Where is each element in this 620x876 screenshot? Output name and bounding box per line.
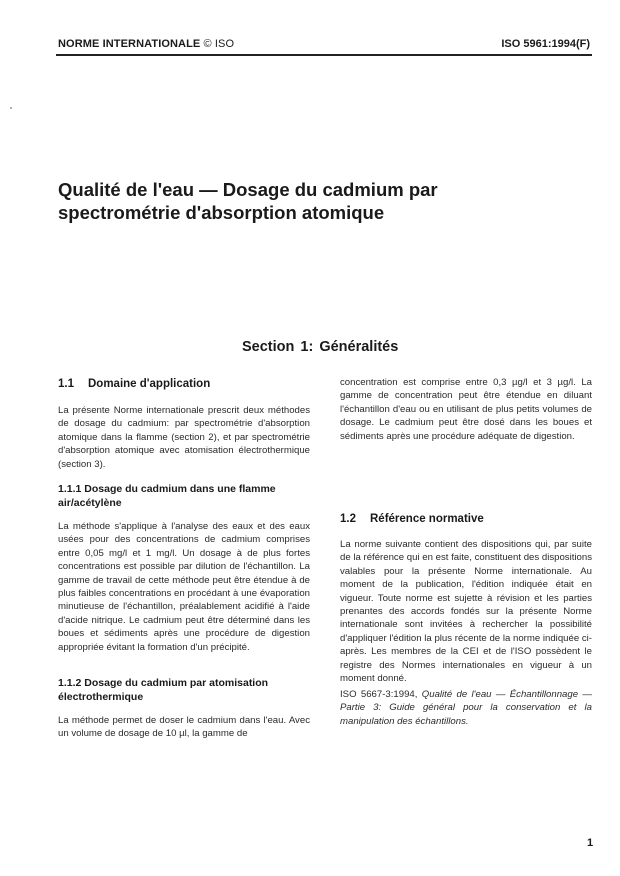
subsection-1-1-number: 1.1 [58, 378, 74, 390]
subsection-1-1-1-heading: 1.1.1 Dosage du cadmium dans une flamme air/acétylène [58, 483, 276, 509]
subsection-1-2-paragraph: La norme suivante contient des dispositions qui, par suite de la référence qui en est faite, constituent des dispositions valables pour la présente Norme internationale. Au moment de la publication, l'édition indiquée était en vigueur. Toute norme est sujette à révision et les parties prenantes des accords fondés sur la présente Norme internationale sont invitées à rechercher la possibilité d'appliquer l'édition la plus récente de la norme indiquée ci-après. Les membres de la CEI et de l'ISO possèdent le registre des Normes internationales en vigueur à un moment donné. [340, 539, 592, 685]
section-heading: Section 1: Généralités [242, 339, 399, 355]
standard-reference: ISO 5961:1994(F) [501, 38, 590, 50]
subsection-1-1-heading [58, 378, 310, 390]
document-title-line-1: Qualité de l'eau — Dosage du cadmium par [58, 179, 438, 200]
subsection-1-2-title: Référence normative [370, 513, 484, 525]
standard-type-label: NORME INTERNATIONALE [58, 38, 201, 50]
standard-type-header [58, 38, 234, 50]
subsection-1-1-2-heading: 1.1.2 Dosage du cadmium par atomisation électrothermique [58, 677, 269, 703]
page-number: 1 [587, 837, 594, 849]
scan-speck [10, 107, 12, 109]
subsection-1-1-title: Domaine d'application [88, 378, 211, 390]
subsection-1-2-heading [340, 513, 592, 525]
subsection-1-1-paragraph: La présente Norme internationale prescrit deux méthodes de dosage du cadmium: par spectrométrie d'absorption atomique dans la flamme (section 2), et par spectrométrie d'absorption atomique avec atomisation électrothermique (section 3). [58, 405, 310, 470]
reference-title: Qualité de l'eau — Échantillonnage — Partie 3: Guide général pour la conservation et la manipulation des échantillons. [340, 689, 592, 727]
header-divider [56, 54, 592, 56]
document-title-line-2: spectrométrie d'absorption atomique [58, 202, 385, 223]
normative-reference-entry [340, 688, 592, 728]
continuation-paragraph: concentration est comprise entre 0,3 µg/l et 3 µg/l. La gamme de concentration peut être étendue en diluant l'échantillon d'eau ou en utilisant de plus petits volumes de dosage. Le cadmium peut être dosé dans les boues et sédiments après une procédure adéquate de digestion. [340, 377, 592, 442]
reference-number: ISO 5667-3:1994, [340, 689, 418, 700]
copyright-label: © ISO [203, 38, 235, 50]
document-title [58, 178, 538, 224]
subsection-1-1-1-paragraph: La méthode s'applique à l'analyse des eaux et des eaux usées pour des concentrations de cadmium comprises entre 0,05 mg/l et 1 mg/l. Un dosage à de plus fortes concentrations est possible par dilution de l'échantillon. La gamme de travail de cette méthode peut être étendue à de plus faibles concentrations en procédant à une évaporation minutieuse de l'échantillon, préalablement acidifié à l'aide d'acide nitrique. Le cadmium peut être déterminé dans les boues et sédiments après une procédure de digestion appropriée évitant la formation d'un précipité. [58, 521, 310, 653]
subsection-1-1-2-paragraph: La méthode permet de doser le cadmium dans l'eau. Avec un volume de dosage de 10 µl, la gamme de [58, 715, 310, 740]
subsection-1-2-number: 1.2 [340, 513, 356, 525]
